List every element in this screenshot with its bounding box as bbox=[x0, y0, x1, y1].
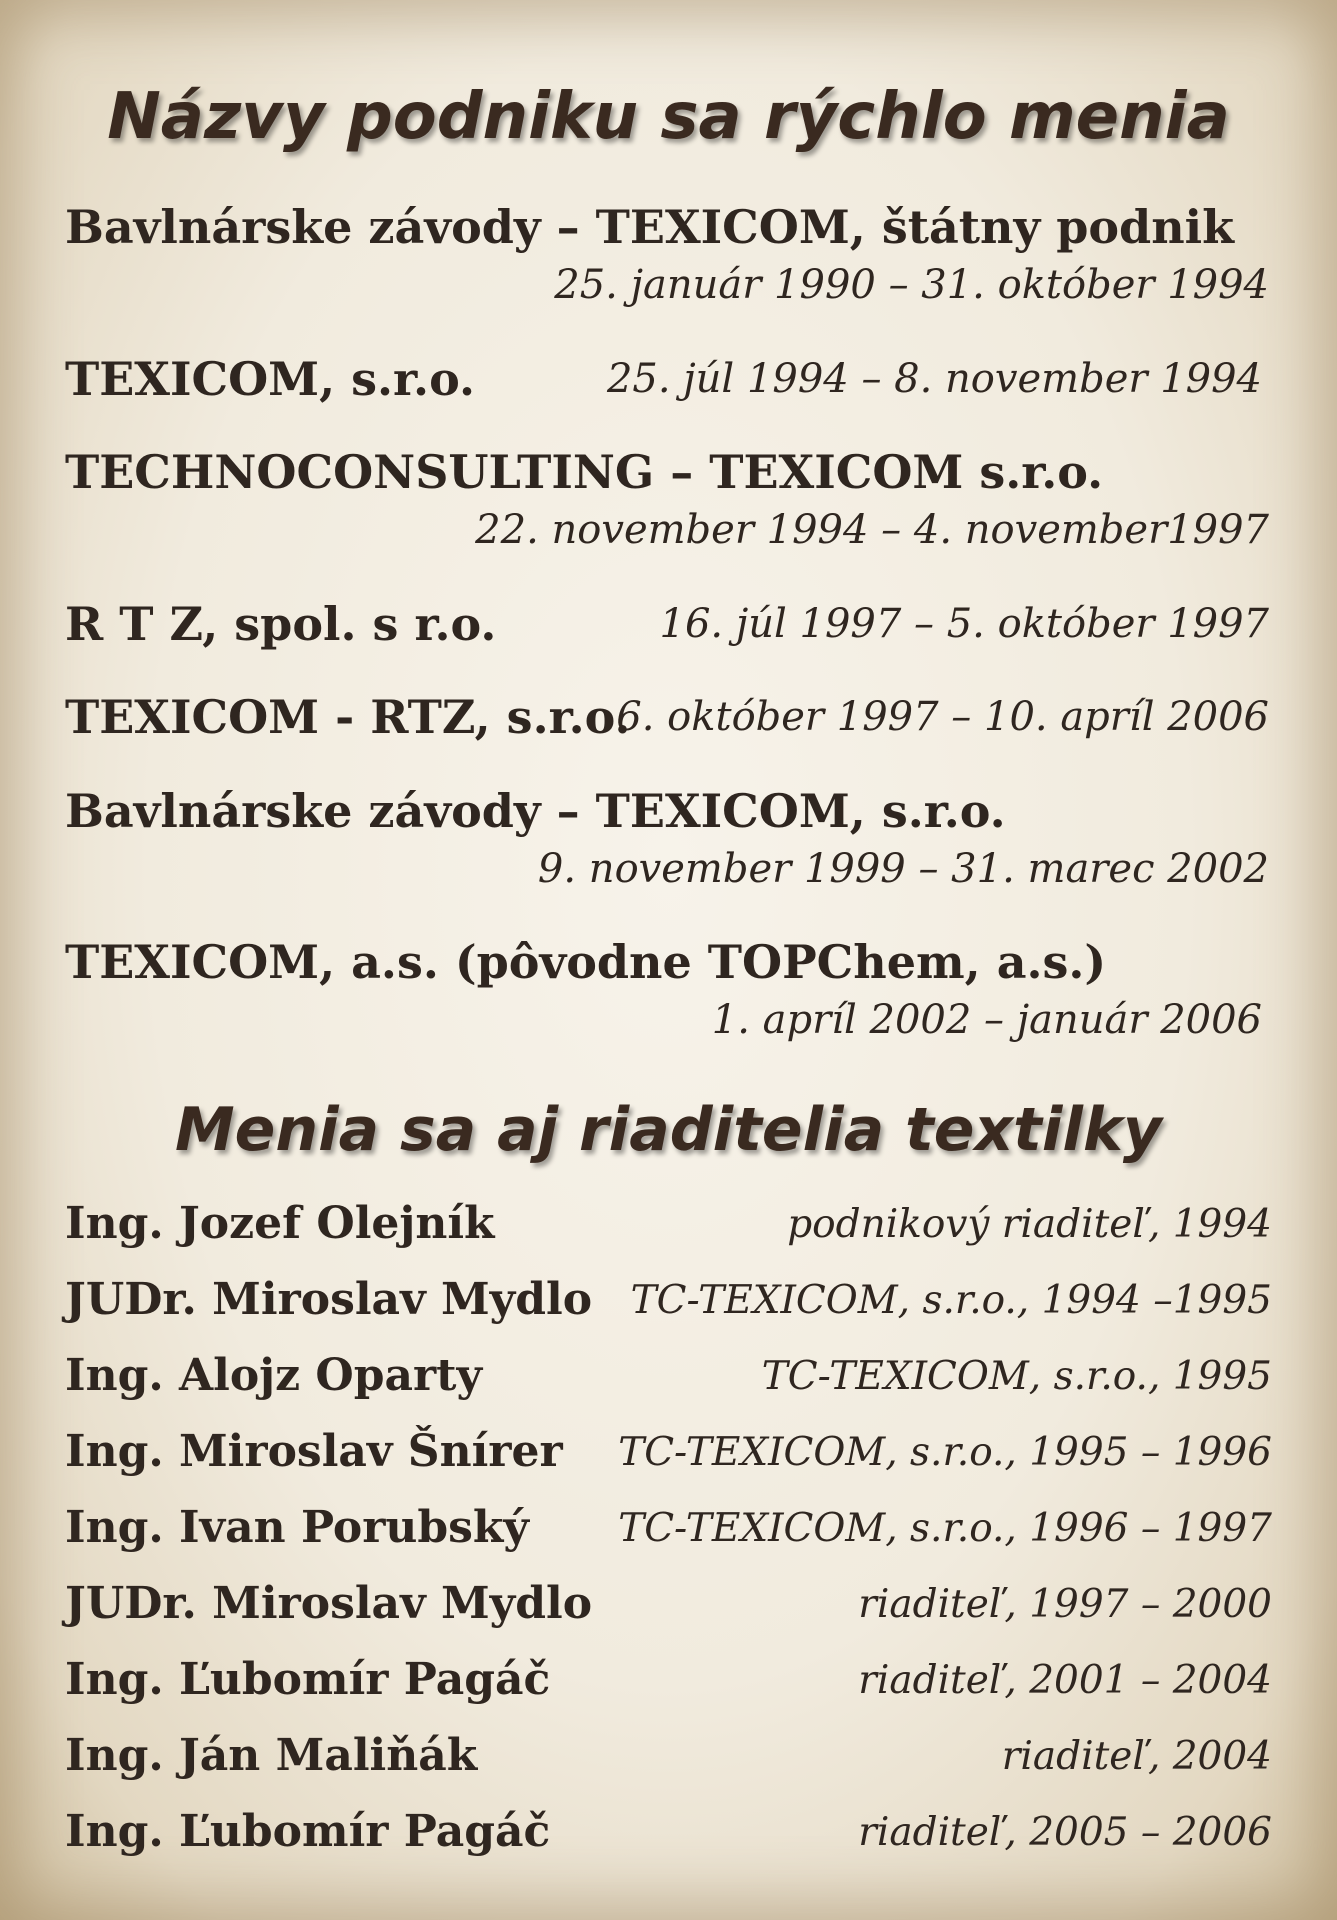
section-subtitle: Menia sa aj riaditelia textilky bbox=[174, 1095, 1163, 1165]
director-role: TC-TEXICOM, s.r.o., 1996 – 1997 bbox=[618, 1506, 1272, 1551]
director-name: Ing. Miroslav Šnírer bbox=[65, 1426, 563, 1477]
director-row bbox=[0, 1502, 1337, 1578]
director-row bbox=[0, 1730, 1337, 1806]
director-name: JUDr. Miroslav Mydlo bbox=[65, 1274, 593, 1325]
director-name: Ing. Ján Maliňák bbox=[65, 1730, 478, 1781]
director-role: TC-TEXICOM, s.r.o., 1994 –1995 bbox=[630, 1278, 1272, 1323]
director-name: Ing. Ľubomír Pagáč bbox=[65, 1806, 551, 1857]
director-name: Ing. Alojz Oparty bbox=[65, 1350, 483, 1401]
director-row bbox=[0, 1274, 1337, 1350]
director-name: Ing. Ivan Porubský bbox=[65, 1502, 529, 1553]
director-role: TC-TEXICOM, s.r.o., 1995 bbox=[761, 1354, 1272, 1399]
director-row bbox=[0, 1198, 1337, 1274]
company-dates: 25. júl 1994 – 8. november 1994 bbox=[606, 356, 1262, 402]
company-name: TEXICOM, a.s. (pôvodne TOPChem, a.s.) bbox=[65, 935, 1107, 989]
director-role: riaditeľ, 2005 – 2006 bbox=[858, 1810, 1272, 1855]
director-row bbox=[0, 1350, 1337, 1426]
page-title: Názvy podniku sa rýchlo menia bbox=[107, 80, 1230, 154]
company-name: TECHNOCONSULTING – TEXICOM s.r.o. bbox=[65, 445, 1104, 499]
director-row bbox=[0, 1806, 1337, 1882]
director-name: Ing. Jozef Olejník bbox=[65, 1198, 495, 1249]
company-name: R T Z, spol. s r.o. bbox=[65, 597, 497, 651]
company-dates: 25. január 1990 – 31. október 1994 bbox=[554, 262, 1269, 308]
company-dates: 1. apríl 2002 – január 2006 bbox=[711, 997, 1262, 1043]
director-role: TC-TEXICOM, s.r.o., 1995 – 1996 bbox=[618, 1430, 1272, 1475]
company-name: Bavlnárske závody – TEXICOM, štátny podnik bbox=[65, 200, 1235, 254]
company-name: Bavlnárske závody – TEXICOM, s.r.o. bbox=[65, 784, 1006, 838]
director-role: riaditeľ, 2004 bbox=[1001, 1734, 1272, 1779]
company-dates: 6. október 1997 – 10. apríl 2006 bbox=[616, 694, 1269, 740]
company-dates: 16. júl 1997 – 5. október 1997 bbox=[659, 601, 1269, 647]
director-role: riaditeľ, 1997 – 2000 bbox=[858, 1582, 1272, 1627]
director-row bbox=[0, 1426, 1337, 1502]
director-row bbox=[0, 1578, 1337, 1654]
company-dates: 9. november 1999 – 31. marec 2002 bbox=[537, 846, 1269, 892]
director-name: JUDr. Miroslav Mydlo bbox=[65, 1578, 593, 1629]
director-row bbox=[0, 1654, 1337, 1730]
director-name: Ing. Ľubomír Pagáč bbox=[65, 1654, 551, 1705]
director-role: podnikový riaditeľ, 1994 bbox=[787, 1202, 1272, 1247]
company-name: TEXICOM, s.r.o. bbox=[65, 352, 475, 406]
company-dates: 22. november 1994 – 4. november1997 bbox=[475, 507, 1269, 553]
director-role: riaditeľ, 2001 – 2004 bbox=[858, 1658, 1272, 1703]
company-name: TEXICOM - RTZ, s.r.o. bbox=[65, 690, 631, 744]
